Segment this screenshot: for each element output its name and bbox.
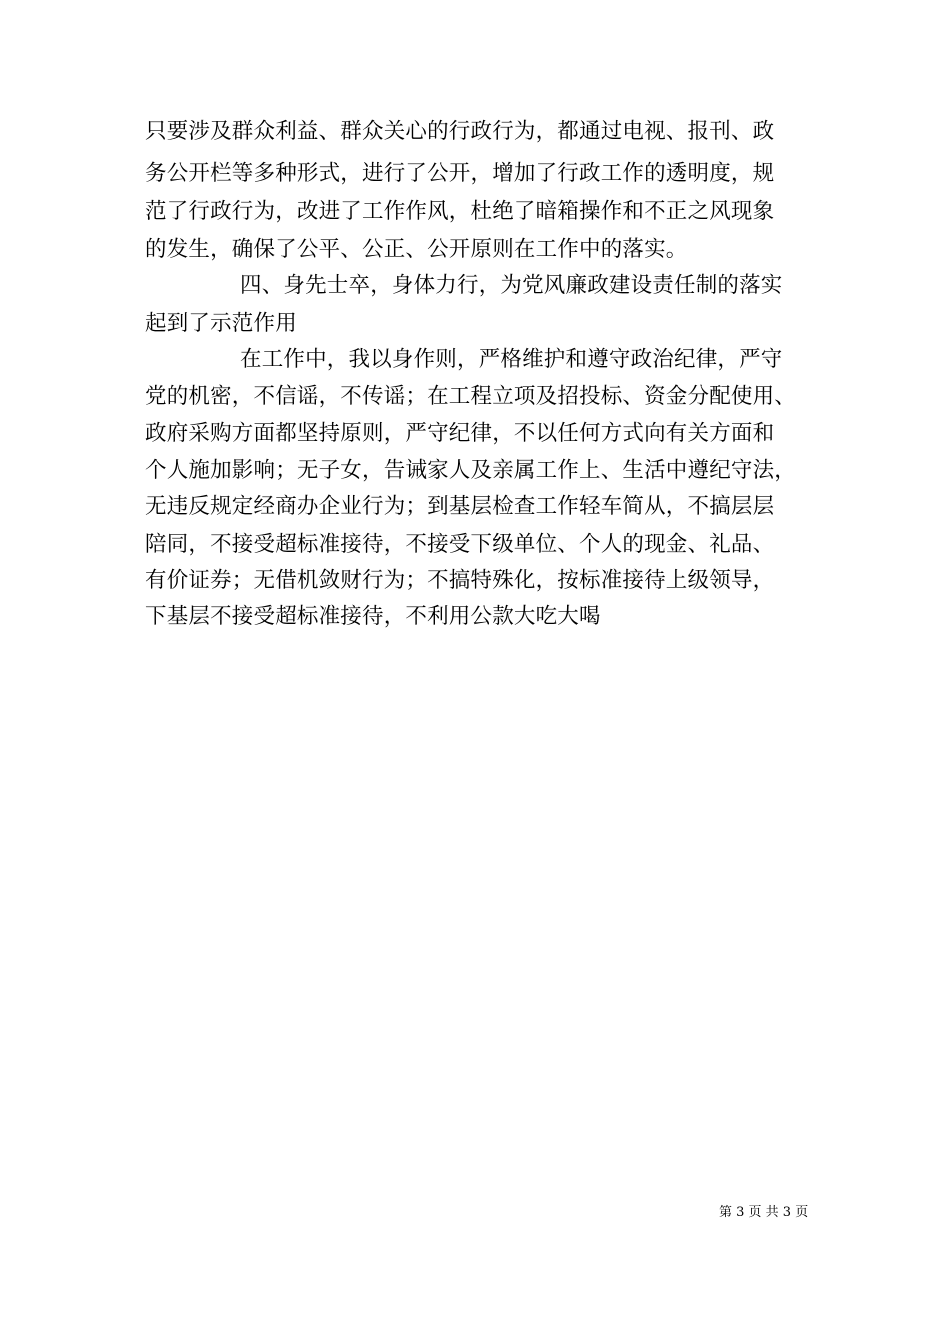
paragraph-line: 陪同，不接受超标准接待，不接受下级单位、个人的现金、礼品、	[145, 532, 775, 557]
paragraph-line: 只要涉及群众利益、群众关心的行政行为，都通过电视、报刊、政	[145, 119, 775, 144]
paragraph-line: 的发生，确保了公平、公正、公开原则在工作中的落实。	[145, 237, 688, 262]
paragraph-line: 范了行政行为，改进了工作作风，杜绝了暗箱操作和不正之风现象	[145, 199, 775, 224]
paragraph-line: 在工作中，我以身作则，严格维护和遵守政治纪律，严守	[240, 347, 783, 372]
paragraph-line: 党的机密，不信谣，不传谣；在工程立项及招投标、资金分配使用、	[145, 384, 797, 409]
paragraph-line: 下基层不接受超标准接待，不利用公款大吃大喝	[145, 604, 601, 629]
section-heading-line: 起到了示范作用	[145, 311, 297, 336]
section-heading-line: 四、身先士卒，身体力行，为党风廉政建设责任制的落实	[240, 273, 783, 298]
paragraph-line: 务公开栏等多种形式，进行了公开，增加了行政工作的透明度，规	[145, 161, 775, 186]
paragraph-line: 无违反规定经商办企业行为；到基层检查工作轻车简从，不搞层层	[145, 494, 775, 519]
paragraph-line: 有价证券；无借机敛财行为；不搞特殊化，按标准接待上级领导，	[145, 568, 775, 593]
paragraph-line: 政府采购方面都坚持原则，严守纪律，不以任何方式向有关方面和	[145, 421, 775, 446]
page-number-footer: 第 3 页 共 3 页	[719, 1205, 809, 1220]
paragraph-line: 个人施加影响；无子女，告诫家人及亲属工作上、生活中遵纪守法，	[145, 458, 797, 483]
